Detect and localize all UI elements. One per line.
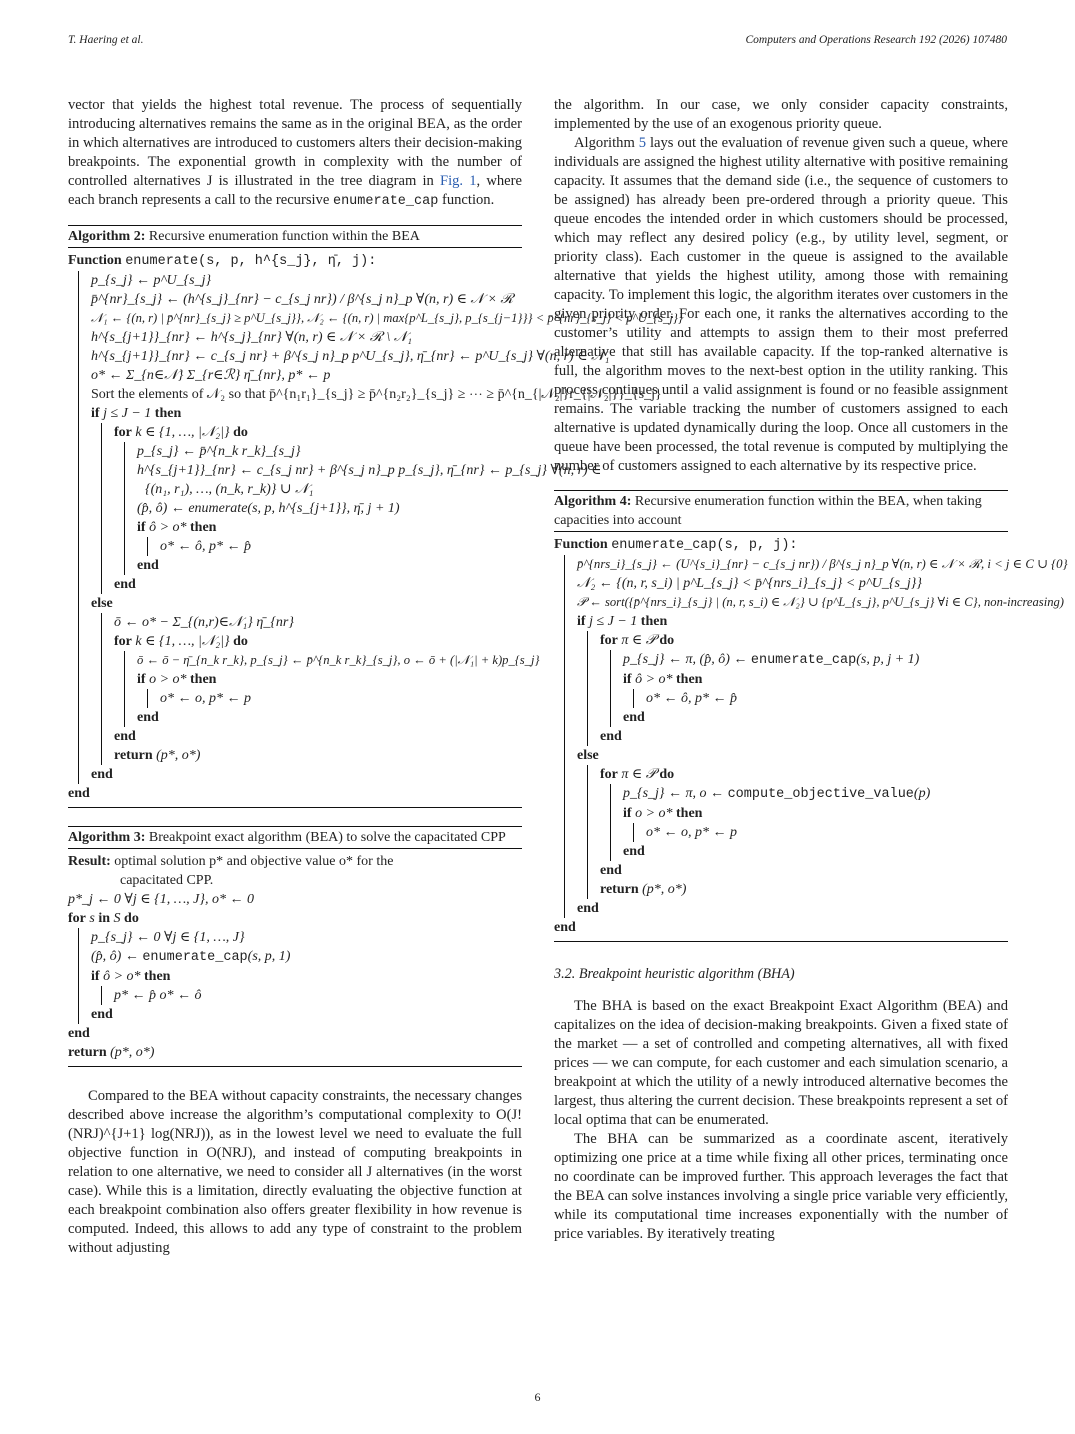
paragraph-capacity: the algorithm. In our case, we only consider capacity constraints, implemented by the use of an exogenous priority queue. — [554, 97, 1008, 132]
paragraph-bha-intro: The BHA is based on the exact Breakpoint Exact Algorithm (BEA) and capitalizes on the idea of decision-making breakpoints. Given a fixed state of the market — a set of controlled and competing alternatives, all with fixed prices — we can compute, for each customer and each simulation scenario, a breakpoint at which the utility of a newly introduced alternative becomes the largest, thus altering the current decision. These breakpoints represent a set of local optima that can be enumerated. — [554, 998, 1008, 1128]
algorithm-2: Algorithm 2: Recursive enumeration function within the BEA Function enumerate(s, p, h^{s_j}, η̄, j): p_{s_j} ← p^U_{s_j} p̄^{nr}_{s_j} ← (h^{s_j}_{nr} − c_{s_j nr}) / β^{s_j n}_p ∀(n, r) ∈ 𝒩 × ℛ 𝒩₁ ← {(n, r) | p̄^{nr}_{s_j} ≥ p^U_{s_j}}, 𝒩₂ ← {(n, r) | max{p^L_{s_j}, p_{s_{j−1}}} < p̄^{nr}_{s_j} < p^U_{s_j}} h^{s_{j+1}}_{nr} ← h^{s_j}_{nr} ∀(n, r) ∈ 𝒩 × ℛ \ 𝒩₁ h^{s_{j+1}}_{nr} ← c_{s_j nr} + β^{s_j n}_p p^U_{s_j}, η̄_{nr} ← p^U_{s_j} ∀(n, r) ∈ 𝒩₁ o* ← Σ_{n∈𝒩} Σ_{r∈ℛ} η̄_{nr}, p* ← p Sort the elements of 𝒩₂ so that p̄^{n₁r₁}_{s_j} ≥ p̄^{n₂r₂}_{s_j} ≥ ⋯ ≥ p̄^{n_{|𝒩₂|}r_{|𝒩₂|}}_{s_j} if j ≤ J − 1 then for k ∈ {1, …, |𝒩₂|} do p_{s_j} ← p̄^{n_k r_k}_{s_j} h^{s_{j+1}}_{nr} ← c_{s_j nr} + β^{s_j n}_p p_{s_j}, η̄_{nr} ← p_{s_j} ∀(n, r) ∈ {(n₁, r₁), …, (n_k, r_k)} ∪ 𝒩₁ (p̂, ô) ← enumerate(s, p, h^{s_{j+1}}, η̄, j + 1) if ô > o* then o* ← ô, p* ← p̂ end end else ō ← o* − Σ_{(n,r)∈𝒩₁} η̄_{nr} for k ∈ {1, …, |𝒩₂|} do ō ← ō − η̄_{n_k r_k}, p_{s_j} ← p̄^{n_k r_k}_{s_j}, o ← ō + (|𝒩₁| + k)p_{s_j} if o > o* then o* ← o, p* ← p end end return (p*, o*) end end — [68, 225, 522, 808]
complexity-paragraph: Compared to the BEA without capacity constraints, the necessary changes described above increase the algorithm’s computational complexity to O(J!(NRJ)^{J+1} log(NRJ)), as in the lowest level we need to evaluate the full objective function in O(NRJ), and instead of computing breakpoints in relation to one alternative, we need to consider all J alternatives (in the worst case). While this is a limitation, directly evaluating the objective function at each breakpoint combination also offers greater flexibility in how revenue is computed. Indeed, this allows to add any type of constraint to the problem without adjusting — [68, 1088, 522, 1256]
running-header-authors: T. Haering et al. — [68, 34, 144, 46]
figure-link[interactable]: Fig. 1 — [439, 173, 477, 189]
algorithm-3: Algorithm 3: Breakpoint exact algorithm (BEA) to solve the capacitated CPP Result: optimal solution p* and objective value o* for the capacitated CPP. p*_j ← 0 ∀j ∈ {1, …, J}, o* ← 0 for s in S do p_{s_j} ← 0 ∀j ∈ {1, …, J} (p̂, ô) ← enumerate_cap(s, p, 1) if ô > o* then p* ← p̂ o* ← ô end end return (p*, o*) — [68, 826, 522, 1067]
page-number: 6 — [534, 1390, 541, 1404]
paragraph-bha-ascent: The BHA can be summarized as a coordinate ascent, iteratively optimizing one price at a time while fixing all other prices, terminating once no coordinate can be improved further. This approach leverages the fact that the BEA can solve instances involving a single price variable very efficiently, while its computational time increases exponentially with the number of price variables. By iteratively treating — [554, 1131, 1008, 1242]
algorithm-4: Algorithm 4: Recursive enumeration function within the BEA, when taking capacities into account Function enumerate_cap(s, p, j): p̄^{nrs_i}_{s_j} ← (U^{s_i}_{nr} − c_{s_j nr}) / β^{s_j n}_p ∀(n, r) ∈ 𝒩 × ℛ, i < j ∈ C ∪ {0} 𝒩₂ ← {(n, r, s_i) | p^L_{s_j} < p̄^{nrs_i}_{s_j} < p^U_{s_j}} 𝒫 ← sort({p̄^{nrs_i}_{s_j} | (n, r, s_i) ∈ 𝒩₂} ∪ {p^L_{s_j}, p^U_{s_j} ∀i ∈ C}, non-increasing) if j ≤ J − 1 then for π ∈ 𝒫 do p_{s_j} ← π, (p̂, ô) ← enumerate_cap(s, p, j + 1) if ô > o* then o* ← ô, p* ← p̂ end end else for π ∈ 𝒫 do p_{s_j} ← π, o ← compute_objective_value(p) if o > o* then o* ← o, p* ← p end end return (p*, o*) end end — [554, 490, 1008, 942]
right-column — [554, 96, 1068, 1244]
section-heading: 3.2. Breakpoint heuristic algorithm (BHA) — [554, 966, 795, 982]
paragraph-queue: Algorithm 5 lays out the evaluation of revenue given such a queue, where individuals are assigned the highest utility alternative with positive remaining capacity. It assumes that the demand side (i.e., the sequence of customers to be assigned) has already been pre-ordered through a priority queue. This queue encodes the intended order in which customers should be processed, which may reflect any desired policy (e.g., by utility level, segment, or priority class). Each customer in the queue is assigned to the available alternative that yields the highest utility, among those with remaining capacity. To implement this logic, the algorithm iterates over customers in the given priority order. For each one, it ranks the alternatives according to the customer’s utility and attempts to assign them to their most preferred alternative that still has available capacity. If the top-ranked alternative is full, the algorithm moves to the next-best option in the utility ranking. This process continues until a valid assignment is found or no feasible assignment remains. The variable tracking the number of customers assigned to each alternative is updated dynamically during the loop. Once all customers in the queue have been processed, the total revenue is computed by multiplying the number of customers assigned to each alternative by its respective price. — [554, 135, 1008, 474]
intro-paragraph: vector that yields the highest total revenue. The process of sequentially introducing alternatives remains the same as in the original BEA, as the order in which alternatives are introduced to customers alters their decision-making breakpoints. The exponential growth in complexity with the number of controlled alternatives J is illustrated in the tree diagram in Fig. 1, where each branch represents a call to the recursive enumerate_cap function. — [68, 97, 523, 209]
algorithm-5-link[interactable]: 5 — [638, 135, 647, 151]
running-header-journal: Computers and Operations Research 192 (2026) 107480 — [745, 34, 1007, 46]
